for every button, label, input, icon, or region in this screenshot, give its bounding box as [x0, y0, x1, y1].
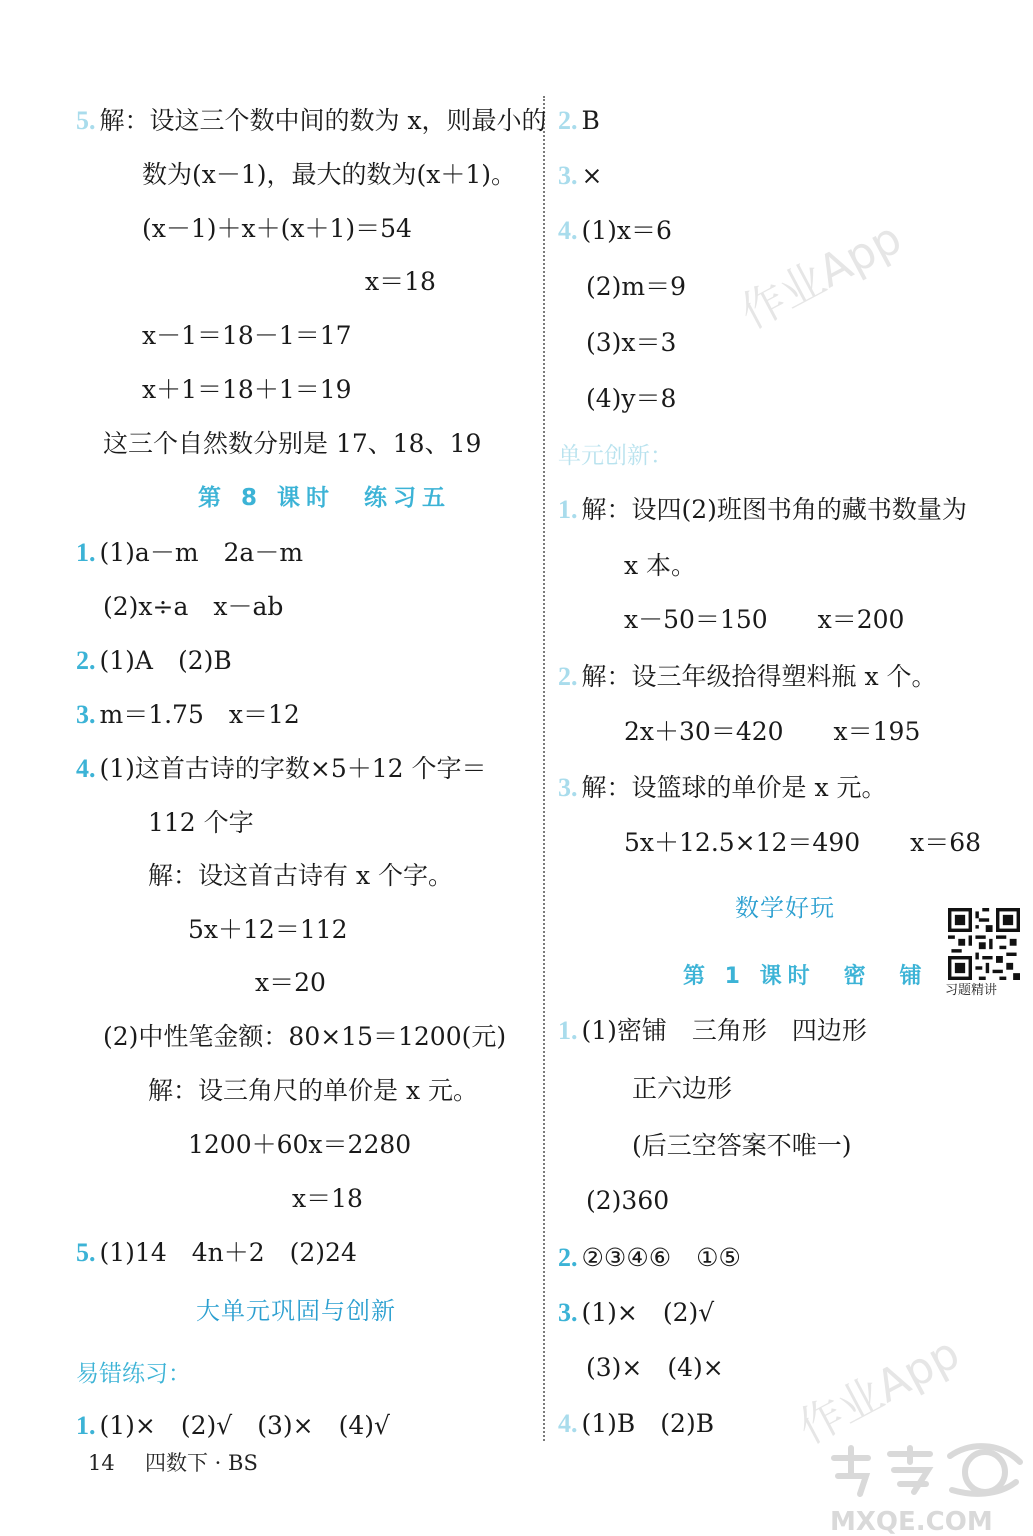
svg-text:MXQE.COM: MXQE.COM [830, 1507, 993, 1536]
question-number: 3. [76, 700, 96, 729]
fun-title: 数学好玩 [735, 894, 835, 922]
qr-caption: 习题精讲 [945, 983, 998, 998]
q5-solution: x＝18 [365, 267, 436, 296]
question-number: 2. [558, 1243, 578, 1272]
i2-line1: 2. 解：设三年级拾得塑料瓶 x 个。 [558, 662, 937, 691]
t3-a: 3. (1)× (2)√ [558, 1298, 715, 1327]
ex4-a4: 5x＋12＝112 [188, 915, 348, 944]
t1-a3: (后三空答案不唯一) [632, 1131, 852, 1160]
t3-b: (3)× (4)× [586, 1353, 724, 1382]
question-number: 5. [76, 106, 96, 135]
q5-largest: x＋1＝18＋1＝19 [142, 375, 352, 404]
t1-b: (2)360 [586, 1186, 670, 1215]
qr-code-icon[interactable] [948, 908, 1020, 980]
r3: 3. × [558, 161, 603, 190]
ex4-b4: x＝18 [292, 1184, 363, 1213]
section-title-lesson8: 第 8 课时 练习五 [198, 485, 452, 511]
question-number: 4. [76, 754, 96, 783]
question-number: 2. [558, 662, 578, 691]
i1-line1: 1. 解：设四(2)班图书角的藏书数量为 [558, 495, 967, 524]
i1-line2: x 本。 [624, 551, 697, 580]
ex3: 3. m＝1.75 x＝12 [76, 700, 300, 729]
unit-title: 大单元巩固与创新 [196, 1297, 396, 1325]
ex4-a1: 4. (1)这首古诗的字数×5＋12 个字＝ [76, 754, 487, 783]
t1-a2: 正六边形 [632, 1074, 733, 1103]
lesson1-title: 第 1 课时 密 铺 [683, 964, 928, 989]
column-divider [543, 96, 545, 1441]
t2: 2. ②③④⑥ ①⑤ [558, 1243, 741, 1272]
r4-b: (2)m＝9 [586, 272, 687, 301]
q5-conclusion: 这三个自然数分别是 17、18、19 [103, 429, 482, 458]
question-number: 4. [558, 216, 578, 245]
page-number: 14 [88, 1451, 115, 1475]
ex4-b2: 解：设三角尺的单价是 x 元。 [148, 1076, 478, 1105]
ex4-b1: (2)中性笔金额：80×15＝1200(元) [103, 1022, 507, 1051]
ex1-a: 1. (1)a－m 2a－m [76, 538, 304, 567]
watermark-app: 作业App [790, 1327, 968, 1455]
question-number: 4. [558, 1409, 578, 1438]
mistakes-label: 易错练习： [76, 1361, 191, 1387]
question-number: 3. [558, 1298, 578, 1327]
r2: 2. B [558, 106, 600, 135]
question-number: 3. [558, 773, 578, 802]
r4-c: (3)x＝3 [586, 328, 677, 357]
q5-equation: (x－1)＋x＋(x＋1)＝54 [142, 214, 412, 243]
question-number: 1. [76, 1411, 96, 1440]
ex4-b3: 1200＋60x＝2280 [188, 1130, 412, 1159]
watermark-app: 作业App [732, 212, 910, 340]
r4-a: 4. (1)x＝6 [558, 216, 672, 245]
innovation-label: 单元创新： [558, 443, 673, 469]
q5-smallest: x－1＝18－1＝17 [142, 321, 352, 350]
question-number: 2. [558, 106, 578, 135]
ex5: 5. (1)14 4n＋2 (2)24 [76, 1238, 357, 1267]
book-label: 四数下 · BS [145, 1451, 258, 1475]
r4-d: (4)y＝8 [586, 384, 677, 413]
mistake-1: 1. (1)× (2)√ (3)× (4)√ [76, 1411, 390, 1440]
i3-line1: 3. 解：设篮球的单价是 x 元。 [558, 773, 887, 802]
ex1-b: (2)x÷a x－ab [103, 592, 284, 621]
question-number: 5. [76, 1238, 96, 1267]
question-number: 1. [558, 1016, 578, 1045]
ex4-a5: x＝20 [255, 968, 326, 997]
i1-equation: x－50＝150 x＝200 [624, 605, 905, 634]
question-number: 2. [76, 646, 96, 675]
question-number: 1. [76, 538, 96, 567]
site-logo-watermark [820, 1440, 1030, 1536]
ex4-a2: 112 个字 [148, 808, 254, 837]
i2-equation: 2x＋30＝420 x＝195 [624, 717, 921, 746]
t4: 4. (1)B (2)B [558, 1409, 715, 1438]
ex2: 2. (1)A (2)B [76, 646, 232, 675]
ex4-a3: 解：设这首古诗有 x 个字。 [148, 861, 453, 890]
q5-line2: 数为(x－1)，最大的数为(x＋1)。 [142, 160, 517, 189]
t1-a1: 1. (1)密铺 三角形 四边形 [558, 1016, 867, 1045]
q5-line1: 5. 解：设这三个数中间的数为 x，则最小的 [76, 106, 547, 135]
question-number: 3. [558, 161, 578, 190]
i3-equation: 5x＋12.5×12＝490 x＝68 [624, 828, 982, 857]
question-number: 1. [558, 495, 578, 524]
